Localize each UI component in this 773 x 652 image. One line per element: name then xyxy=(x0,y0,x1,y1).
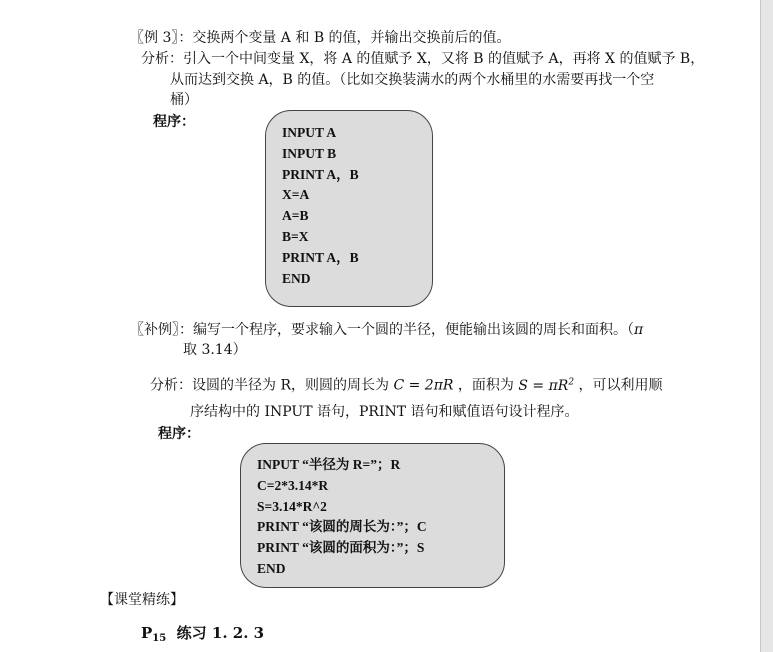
code-line: PRINT “该圆的面积为：”；S xyxy=(257,540,425,556)
code-line: C=2*3.14*R xyxy=(257,477,329,493)
program-label-1: 程序： xyxy=(153,114,195,130)
code-line: S=3.14*R^2 xyxy=(257,498,327,514)
code-block-2 xyxy=(257,455,427,580)
area-formula: $S = \pi R^2$ xyxy=(518,377,575,394)
supp-analysis-line2: 序结构中的 INPUT 语句，PRINT 语句和赋值语句设计程序。 xyxy=(190,404,579,420)
example3-analysis-line3: 桶） xyxy=(170,92,198,108)
page-edge xyxy=(760,0,773,652)
supp-heading-line2: 取 3.14） xyxy=(183,342,247,358)
code-line: END xyxy=(257,560,286,576)
code-line: INPUT A xyxy=(282,125,337,140)
code-line: PRINT A，B xyxy=(282,166,359,182)
practice-heading: 【课堂精练】 xyxy=(100,592,184,608)
code-line: A=B xyxy=(282,208,309,224)
circumference-formula: C = 2πR xyxy=(393,377,454,394)
example3-heading: 〖例 3〗：交换两个变量 A 和 B 的值，并输出交换前后的值。 xyxy=(130,30,511,46)
example3-analysis-line2: 从而达到交换 A，B 的值。（比如交换装满水的两个水桶里的水需要再找一个空 xyxy=(170,72,655,88)
code-line: X=A xyxy=(282,187,310,203)
example3-analysis-line1: 分析：引入一个中间变量 X，将 A 的值赋予 X，又将 B 的值赋予 A，再将 X 的值赋予 B， xyxy=(141,51,705,67)
code-block-1 xyxy=(282,123,359,289)
supp-analysis-line1: 分析：设圆的半径为 R，则圆的周长为 C = 2πR ，面积为 $S = \pi R^2$ ，可以利用顺 xyxy=(150,377,663,394)
code-line: PRINT A，B xyxy=(282,249,359,265)
code-line: END xyxy=(282,270,311,286)
supp-heading-line1: 〖补例〗：编写一个程序，要求输入一个圆的半径，便能输出该圆的周长和面积。（π xyxy=(130,322,644,338)
code-line: B=X xyxy=(282,228,309,244)
code-line: INPUT B xyxy=(282,145,337,161)
code-line: INPUT “半径为 R=”；R xyxy=(257,457,401,472)
program-label-2: 程序： xyxy=(158,426,200,442)
practice-exercise: $P_{15}$ 练习 1. 2. 3 xyxy=(141,624,265,644)
code-line: PRINT “该圆的周长为：”；C xyxy=(257,519,427,535)
